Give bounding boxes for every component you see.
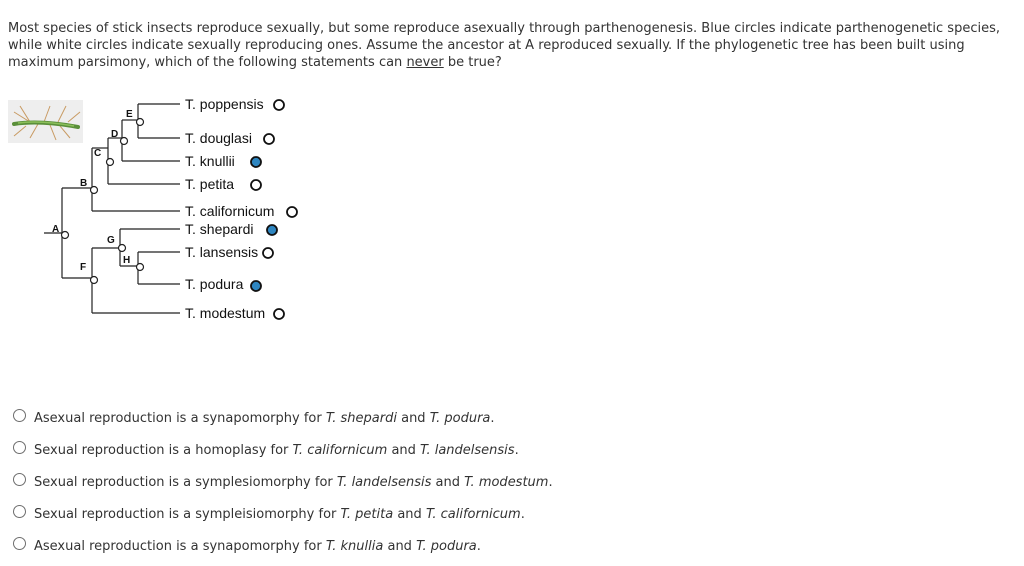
- trait-circle-shepardi: [267, 225, 277, 235]
- tip-label-lansensis: T. lansensis: [185, 244, 259, 260]
- option-text: Sexual reproduction is a sympleisiomorphy for T. petita and T. californicum.: [34, 506, 525, 522]
- node-label-F: F: [80, 262, 87, 273]
- tip-label-californicum: T. californicum: [185, 203, 275, 219]
- answer-option-3[interactable]: [13, 472, 553, 492]
- trait-circle-lansensis: [263, 248, 273, 258]
- node-label-E: E: [126, 109, 133, 120]
- trait-circle-poppensis: [274, 100, 284, 110]
- node-G-circle: [119, 245, 126, 252]
- answer-option-1[interactable]: [13, 408, 495, 428]
- node-A-circle: [62, 232, 69, 239]
- tip-label-podura: T. podura: [185, 276, 244, 292]
- node-C-circle: [107, 159, 114, 166]
- question-underlined-word: never: [406, 55, 444, 70]
- radio-button[interactable]: [13, 537, 26, 550]
- tip-label-douglasi: T. douglasi: [185, 130, 252, 146]
- radio-button[interactable]: [13, 409, 26, 422]
- tip-label-shepardi: T. shepardi: [185, 221, 254, 237]
- node-H-circle: [137, 264, 144, 271]
- radio-button[interactable]: [13, 441, 26, 454]
- node-circles: [62, 119, 144, 284]
- tip-label-petita: T. petita: [185, 176, 235, 192]
- node-label-H: H: [123, 255, 131, 266]
- radio-button[interactable]: [13, 473, 26, 486]
- trait-circle-petita: [251, 180, 261, 190]
- node-label-D: D: [111, 129, 119, 140]
- node-B-circle: [91, 187, 98, 194]
- phylogenetic-tree: [0, 0, 340, 330]
- trait-circle-douglasi: [264, 134, 274, 144]
- stick-insect-image: [8, 100, 83, 143]
- question-part2: be true?: [443, 55, 502, 70]
- radio-button[interactable]: [13, 505, 26, 518]
- trait-circle-knullii: [251, 157, 261, 167]
- answer-option-4[interactable]: [13, 504, 525, 524]
- trait-circle-podura: [251, 281, 261, 291]
- answer-option-5[interactable]: [13, 536, 481, 556]
- trait-circle-californicum: [287, 207, 297, 217]
- option-text: Asexual reproduction is a synapomorphy for T. shepardi and T. podura.: [34, 410, 495, 426]
- node-label-C: C: [94, 148, 102, 159]
- option-text: Sexual reproduction is a symplesiomorphy for T. landelsensis and T. modestum.: [34, 474, 553, 490]
- node-label-A: A: [52, 224, 60, 235]
- node-label-G: G: [107, 235, 115, 246]
- node-F-circle: [91, 277, 98, 284]
- tip-label-knullii: T. knullii: [185, 153, 235, 169]
- question-part1: Most species of stick insects reproduce sexually, but some reproduce asexually through parthenogenesis. Blue circles indicate parthenogenetic species, while white circles indicate sexually reproducing ones. Assume the ancestor at A reproduced sexually. If the phylogenetic tree has been built using maximum parsimony, which of the following statements can: [8, 21, 1000, 70]
- tip-label-modestum: T. modestum: [185, 305, 266, 321]
- option-text: Sexual reproduction is a homoplasy for T. californicum and T. landelsensis.: [34, 442, 519, 458]
- node-E-circle: [137, 119, 144, 126]
- node-D-circle: [121, 138, 128, 145]
- option-text: Asexual reproduction is a synapomorphy for T. knullia and T. podura.: [34, 538, 481, 554]
- tip-label-poppensis: T. poppensis: [185, 96, 264, 112]
- node-label-B: B: [80, 178, 88, 189]
- trait-circle-modestum: [274, 309, 284, 319]
- answer-option-2[interactable]: [13, 440, 519, 460]
